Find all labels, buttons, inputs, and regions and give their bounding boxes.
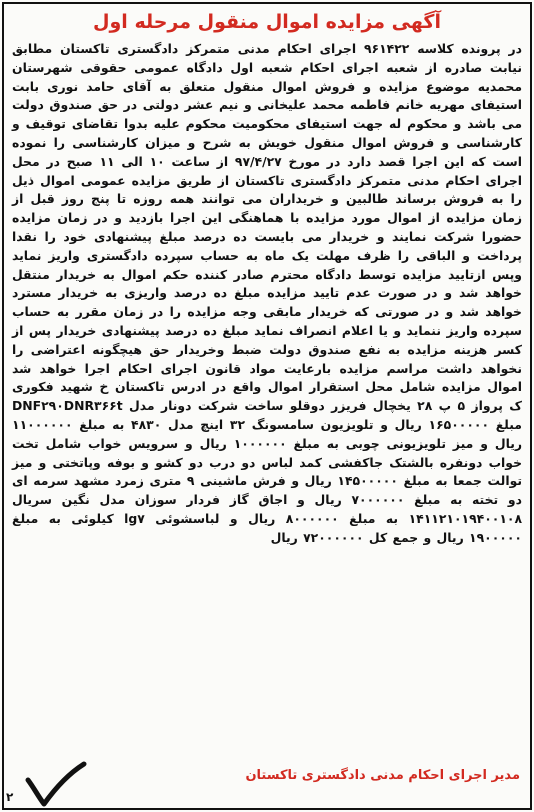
notice-title: آگهی مزایده اموال منقول مرحله اول bbox=[93, 11, 441, 33]
notice-signature: مدیر اجرای احکام مدنی دادگستری تاکستان bbox=[245, 768, 520, 783]
page-number: ۲ bbox=[6, 790, 14, 804]
notice-body: در پرونده کلاسه ۹۶۱۴۲۲ اجرای احکام مدنی متمرکز دادگستری تاکستان مطابق نیابت صادره از شعبه اجرای احکام شعبه اول دادگاه عمومی حقوقی شهرستان محمدیه موضوع مزایده و فروش اموال منقول متعلق به آقای حامد نوری بابت استیفای مهریه خانم فاطمه محمد علیخانی و نیم عشر دولتی در حق صندوق دولت می باشد و محکوم له جهت استیفای محکومیت محکوم علیه بدوا تقاضای توقیف و کارشناسی و فروش اموال منقول خویش به شرح و میزان کارشناسی را نموده است که این اجرا قصد دارد در مورخ ۹۷/۴/۲۷ از ساعت ۱۰ الی ۱۱ صبح در محل اجرای احکام مدنی متمرکز دادگستری تاکستان از طریق مزایده عمومی اموال ذیل را به فروش برساند طالبین و خریداران می توانند همه روزه تا پنج روز قبل از زمان مزایده از اموال مورد مزایده با هماهنگی این اجرا بازدید و در زمان مزایده حضورا شرکت نمایند و خریدار می بایست ده درصد مبلغ پیشنهادی خود را نقدا پرداخت و الباقی را ظرف مهلت یک ماه به حساب سپرده دادگستری واریز نماید وپس ازتایید مزایده توسط دادگاه محترم صادر کننده حکم اموال به خریدار منتقل خواهد شد و در صورت عدم تایید مزایده مبلغ ده درصد واریزی به خریدار مسترد خواهد شد و در صورتی که خریدار مابقی وجه مزایده را در زمان مقرر به حساب سپرده واریز ننماید و یا اعلام انصراف نماید مبلغ ده درصد پیشنهادی خریدار پس از کسر هزینه مزایده به نفع صندوق دولت ضبط وخریدار حق هیچگونه اعتراضی را نخواهد داشت مراسم مزایده بارعایت مواد قانون اجرای احکام اجرا خواهد شد اموال مزایده شامل محل استقرار اموال واقع در ادرس تاکستان خ شهید فکوری ک پرواز ۵ پ ۲۸ یخچال فریزر دوقلو ساخت شرکت دونار مدل DNF۲۹۰DNR۳۶۶t مبلغ ۱۶۵۰۰۰۰۰ ریال و تلویزیون سامسونگ ۳۲ اینچ مدل ۴۸۳۰ به مبلغ ۱۱۰۰۰۰۰۰ ریال و میز تلویزیونی چوبی به مبلغ ۱۰۰۰۰۰۰ ریال و سرویس خواب شامل تخت خواب دونفره بالشتک جاکفشی کمد لباس دو درب دو کشو و بوفه وپاتختی و میز توالت جمعا به مبلغ ۱۴۵۰۰۰۰۰ ریال و فرش ماشینی ۹ متری زمرد مشهد سرمه ای دو تخته به مبلغ ۷۰۰۰۰۰۰ ریال و اجاق گاز فردار سوزان مدل نگین سریال ۱۴۱۱۲۱۰۱۹۴۰۰۱۰۸ به مبلغ ۸۰۰۰۰۰۰ ریال و لباسشوئی lg۷ کیلوئی به مبلغ ۱۹۰۰۰۰۰ ریال و جمع کل ۷۲۰۰۰۰۰۰ ریال bbox=[12, 41, 523, 545]
handwritten-check-mark-icon bbox=[24, 760, 88, 808]
